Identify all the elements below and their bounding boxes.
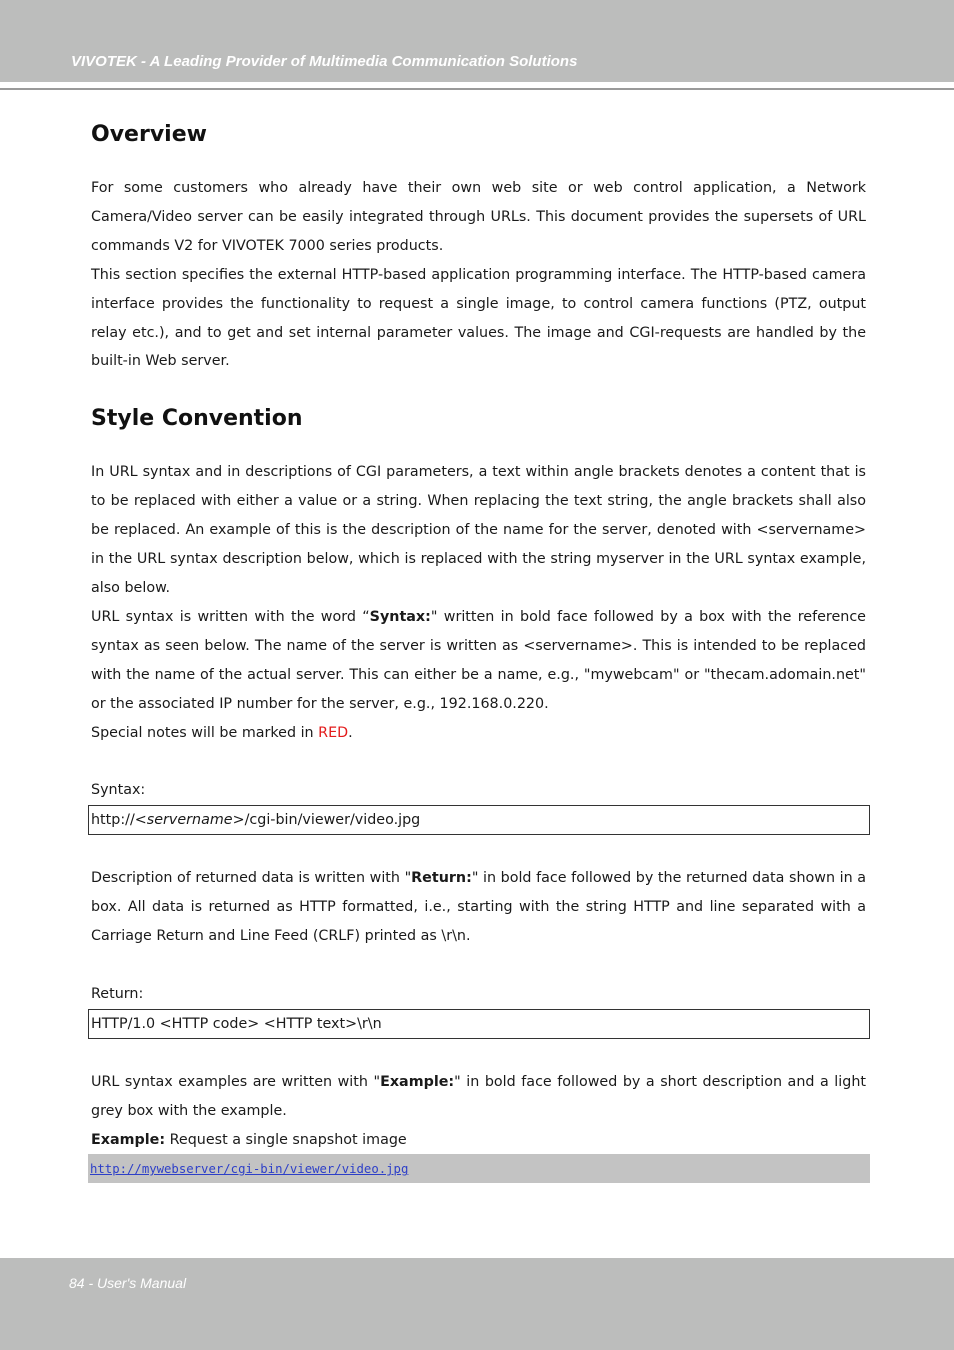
example-label: Example: <box>91 1131 166 1148</box>
page-footer <box>0 1258 954 1350</box>
return-label: Return: <box>91 985 144 1002</box>
example-keyword: Example: <box>380 1073 455 1090</box>
example-description: URL syntax examples are written with "Example:" in bold face followed by a short description and a light grey box with the example. <box>91 1073 866 1119</box>
overview-paragraph-2: This section specifies the external HTTP-based application programming interface. The HTTP-based camera interface provides the functionality to request a single image, to control camera functions (PTZ, output relay etc.), and to get and set internal parameter values. The image and CGI-requests are handled by the built-in Web server. <box>91 266 866 370</box>
syntax-label: Syntax: <box>91 782 146 799</box>
style-paragraph-1: In URL syntax and in descriptions of CGI parameters, a text within angle brackets denotes a content that is to be replaced with either a value or a string. When replacing the text string, the angle brackets shall also be replaced. An example of this is the description of the name for the server, denoted with <servername> in the URL syntax description below, which is replaced with the string myserver in the URL syntax example, also below. <box>91 464 866 596</box>
return-box: HTTP/1.0 <HTTP code> <HTTP text>\r\n <box>88 1009 870 1039</box>
servername-variable: servername <box>146 812 233 829</box>
page-header <box>0 0 954 82</box>
example-caption: Example: Request a single snapshot image <box>91 1131 407 1148</box>
style-convention-heading: Style Convention <box>91 406 303 432</box>
header-title: VIVOTEK - A Leading Provider of Multimedia Communication Solutions <box>71 53 578 70</box>
overview-paragraph-1: For some customers who already have their own web site or web control application, a Network Camera/Video server can be easily integrated through URLs. This document provides the supersets of URL commands V2 for VIVOTEK 7000 series products. <box>91 180 866 254</box>
style-paragraph-2: URL syntax is written with the word “Syntax:" written in bold face followed by a box with the reference syntax as seen below. The name of the server is written as <servername>. This is intended to be replaced with the name of the actual server. This can either be a name, e.g., "mywebcam" or "thecam.adomain.net" or the associated IP number for the server, e.g., 192.168.0.220. <box>91 608 866 712</box>
example-url-link[interactable]: http://mywebserver/cgi-bin/viewer/video.jpg <box>90 1162 409 1177</box>
page-content <box>91 118 866 1183</box>
red-note-word: RED <box>318 724 349 741</box>
example-box <box>88 1154 870 1183</box>
return-keyword: Return: <box>411 870 472 887</box>
syntax-keyword: Syntax: <box>369 608 431 625</box>
overview-heading: Overview <box>91 122 207 147</box>
special-notes-line: Special notes will be marked in RED. <box>91 724 353 741</box>
syntax-box: http://<servername>/cgi-bin/viewer/video.jpg <box>88 805 870 835</box>
footer-page-label: 84 - User's Manual <box>69 1275 187 1291</box>
return-description: Description of returned data is written with "Return:" in bold face followed by the returned data shown in a box. All data is returned as HTTP formatted, i.e., starting with the string HTTP and line separated with a Carriage Return and Line Feed (CRLF) printed as \r\n. <box>91 870 866 945</box>
header-divider <box>0 88 954 90</box>
